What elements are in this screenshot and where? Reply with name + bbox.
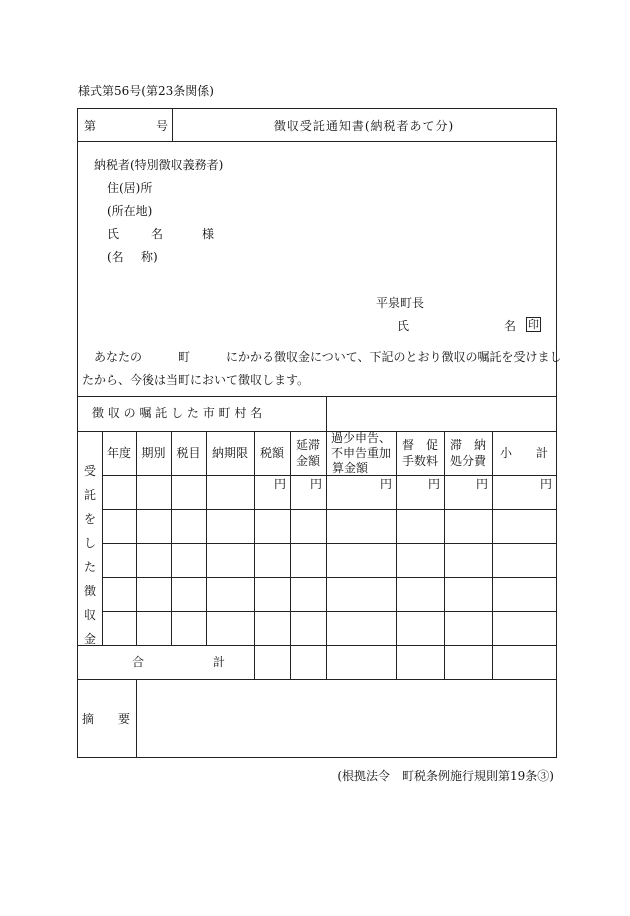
header-arrears-1: 滞 納 <box>449 438 486 452</box>
notice-part1: あなたの <box>94 350 143 364</box>
number-label-1: 第 <box>84 119 97 133</box>
total-label-2: 計 <box>213 655 226 669</box>
taxpayer-title-label-1: (名 <box>107 250 124 264</box>
header-over-3: 算金額 <box>332 461 369 475</box>
issuer-name-label-1: 氏 <box>397 319 410 333</box>
issuer-office: 平泉町長 <box>376 296 425 310</box>
total-label-1: 合 <box>132 655 145 669</box>
header-delay-2: 金額 <box>295 454 320 468</box>
header-tax-amount: 税額 <box>259 446 284 460</box>
taxpayer-heading: 納税者(特別徴収義務者) <box>94 158 224 172</box>
unit-tax-amount: 円 <box>273 477 286 491</box>
header-over-1: 過少申告、 <box>330 431 391 445</box>
header-demand-1: 督 促 <box>401 438 438 452</box>
taxpayer-address-label: 住(居)所 <box>107 181 153 195</box>
header-arrears-2: 処分費 <box>449 454 486 468</box>
notice-part3: にかかる徴収金について、下記のとおり徴収の嘱託を受けまし <box>226 350 562 364</box>
notice-line2: たから、今後は当町において徴収します。 <box>82 373 310 387</box>
notice-part2: 町 <box>178 350 191 364</box>
header-deadline: 納期限 <box>211 446 248 460</box>
header-tax-item: 税目 <box>176 446 201 460</box>
header-year: 年度 <box>106 446 131 460</box>
header-demand-2: 手数料 <box>401 454 438 468</box>
unit-arrears: 円 <box>475 477 488 491</box>
header-over-2: 不申告重加 <box>330 446 391 460</box>
form-number: 様式第56号(第23条関係) <box>78 84 214 98</box>
header-delay-1: 延滞 <box>295 438 320 452</box>
remarks-label: 摘 要 <box>82 712 131 726</box>
form-frame <box>77 108 562 758</box>
taxpayer-location-label: (所在地) <box>107 204 153 218</box>
taxpayer-name-label-1: 氏 <box>107 227 120 241</box>
unit-demand: 円 <box>427 477 440 491</box>
side-label: 受 託 を し た 徴 収 金 <box>83 464 96 646</box>
form-title: 徴収受託通知書(納税者あて分) <box>273 119 455 133</box>
taxpayer-name-label-2: 名 <box>151 227 164 241</box>
legal-basis: (根拠法令 町税条例施行規則第19条③) <box>337 769 554 783</box>
header-subtotal: 小 計 <box>499 446 548 460</box>
seal-mark: 印 <box>528 318 539 331</box>
unit-subtotal: 円 <box>539 477 552 491</box>
unit-delay: 円 <box>309 477 322 491</box>
taxpayer-honorific: 様 <box>202 227 215 241</box>
header-category: 期別 <box>141 446 166 460</box>
requesting-municipality-label: 徴 収 の 嘱 託 し た 市 町 村 名 <box>92 406 263 420</box>
unit-over: 円 <box>379 477 392 491</box>
issuer-name-label-2: 名 <box>504 319 517 333</box>
taxpayer-title-label-2: 称) <box>141 250 158 264</box>
number-label-2: 号 <box>156 119 169 133</box>
